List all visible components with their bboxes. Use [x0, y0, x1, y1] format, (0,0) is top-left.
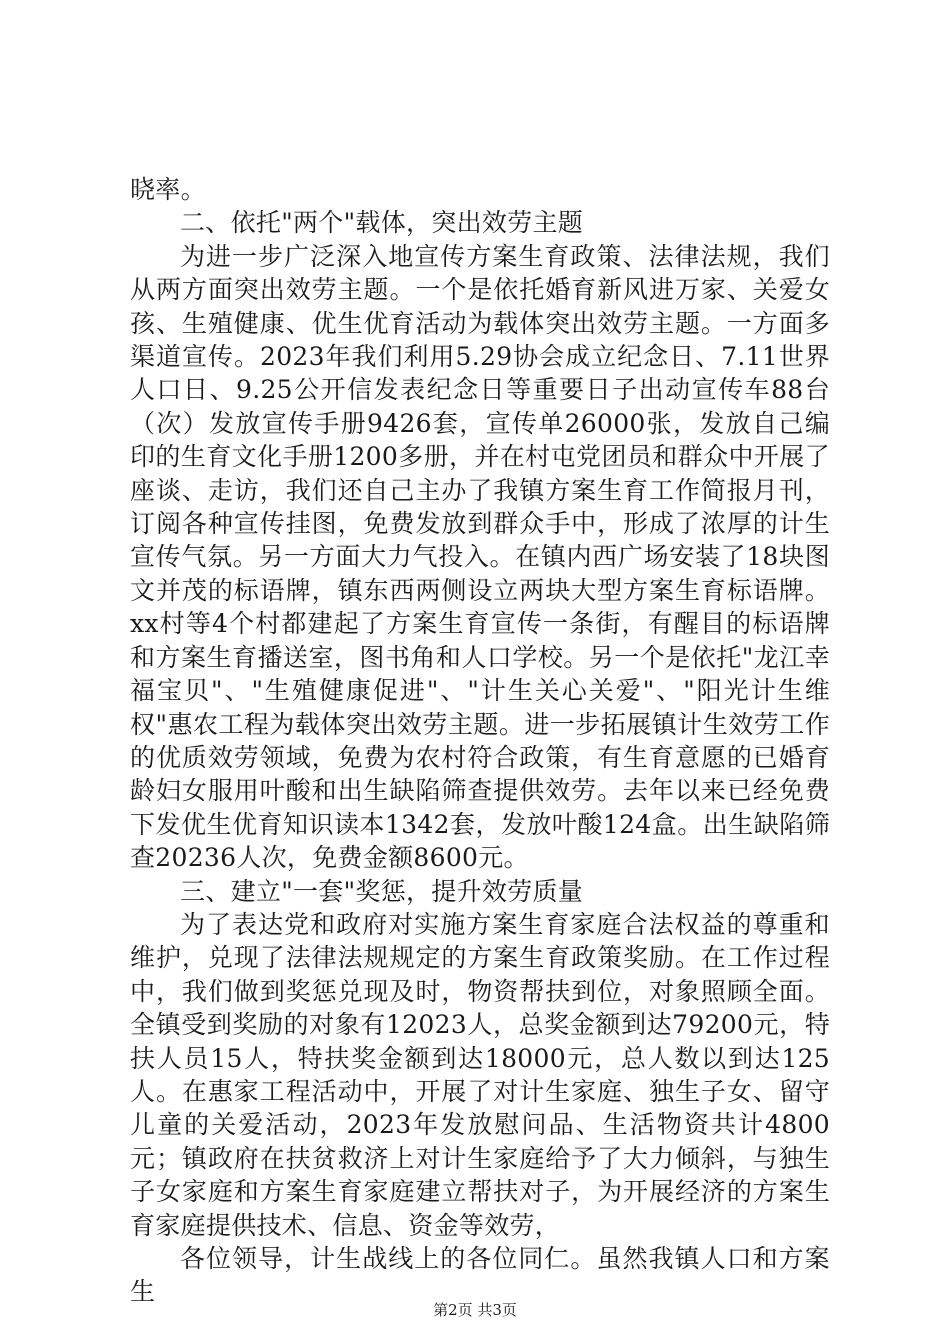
paragraph-rewards: 为了表达党和政府对实施方案生育家庭合法权益的尊重和维护，兑现了法律法规规定的方案生育政策奖励。在工作过程中，我们做到奖惩兑现及时，物资帮扶到位，对象照顾全面。全镇受到奖励的对象有12023人，总奖金额到达79200元，特扶人员15人，特扶奖金额到达18000元，总人数以到达125人。在惠家工程活动中，开展了对计生家庭、独生子女、留守儿童的关爱活动，2023年发放慰问品、生活物资共计4800元；镇政府在扶贫救济上对计生家庭给予了大力倾斜，与独生子女家庭和方案生育家庭建立帮扶对子，为开展经济的方案生育家庭提供技术、信息、资金等效劳， — [130, 909, 830, 1240]
section-heading-two: 二、依托"两个"载体，突出效劳主题 — [180, 208, 584, 238]
section-heading-three: 三、建立"一套"奖惩，提升效劳质量 — [180, 876, 584, 906]
document-body — [130, 173, 830, 1309]
paragraph-publicity: 为进一步广泛深入地宣传方案生育政策、法律法规，我们从两方面突出效劳主题。一个是依托婚育新风进万家、关爱女孩、生殖健康、优生优育活动为载体突出效劳主题。一方面多渠道宣传。2023年我们利用5.29协会成立纪念日、7.11世界人口日、9.25公开信发表纪念日等重要日子出动宣传车88台（次）发放宣传手册9426套，宣传单26000张，发放自己编印的生育文化手册1200多册，并在村屯党团员和群众中开展了座谈、走访，我们还自己主办了我镇方案生育工作简报月刊，订阅各种宣传挂图，免费发放到群众手中，形成了浓厚的计生宣传气氛。另一方面大力气投入。在镇内西广场安装了18块图文并茂的标语牌，镇东西两侧设立两块大型方案生育标语牌。xx村等4个村都建起了方案生育宣传一条街，有醒目的标语牌和方案生育播送室，图书角和人口学校。另一个是依托"龙江幸福宝贝"、"生殖健康促进"、"计生关心关爱"、"阳光计生维权"惠农工程为载体突出效劳主题。进一步拓展镇计生效劳工作的优质效劳领域，免费为农村符合政策，有生育意愿的已婚育龄妇女服用叶酸和出生缺陷筛查提供效劳。去年以来已经免费下发优生优育知识读本1342套，发放叶酸124盒。出生缺陷筛查20236人次，免费金额8600元。 — [130, 241, 830, 873]
paragraph-closing: 各位领导，计生战线上的各位同仁。虽然我镇人口和方案生 — [130, 1244, 830, 1307]
page-number-label: 第2页 共3页 — [433, 1301, 517, 1319]
paragraph-continuation: 晓率。 — [130, 175, 206, 204]
page-footer — [0, 1300, 950, 1320]
